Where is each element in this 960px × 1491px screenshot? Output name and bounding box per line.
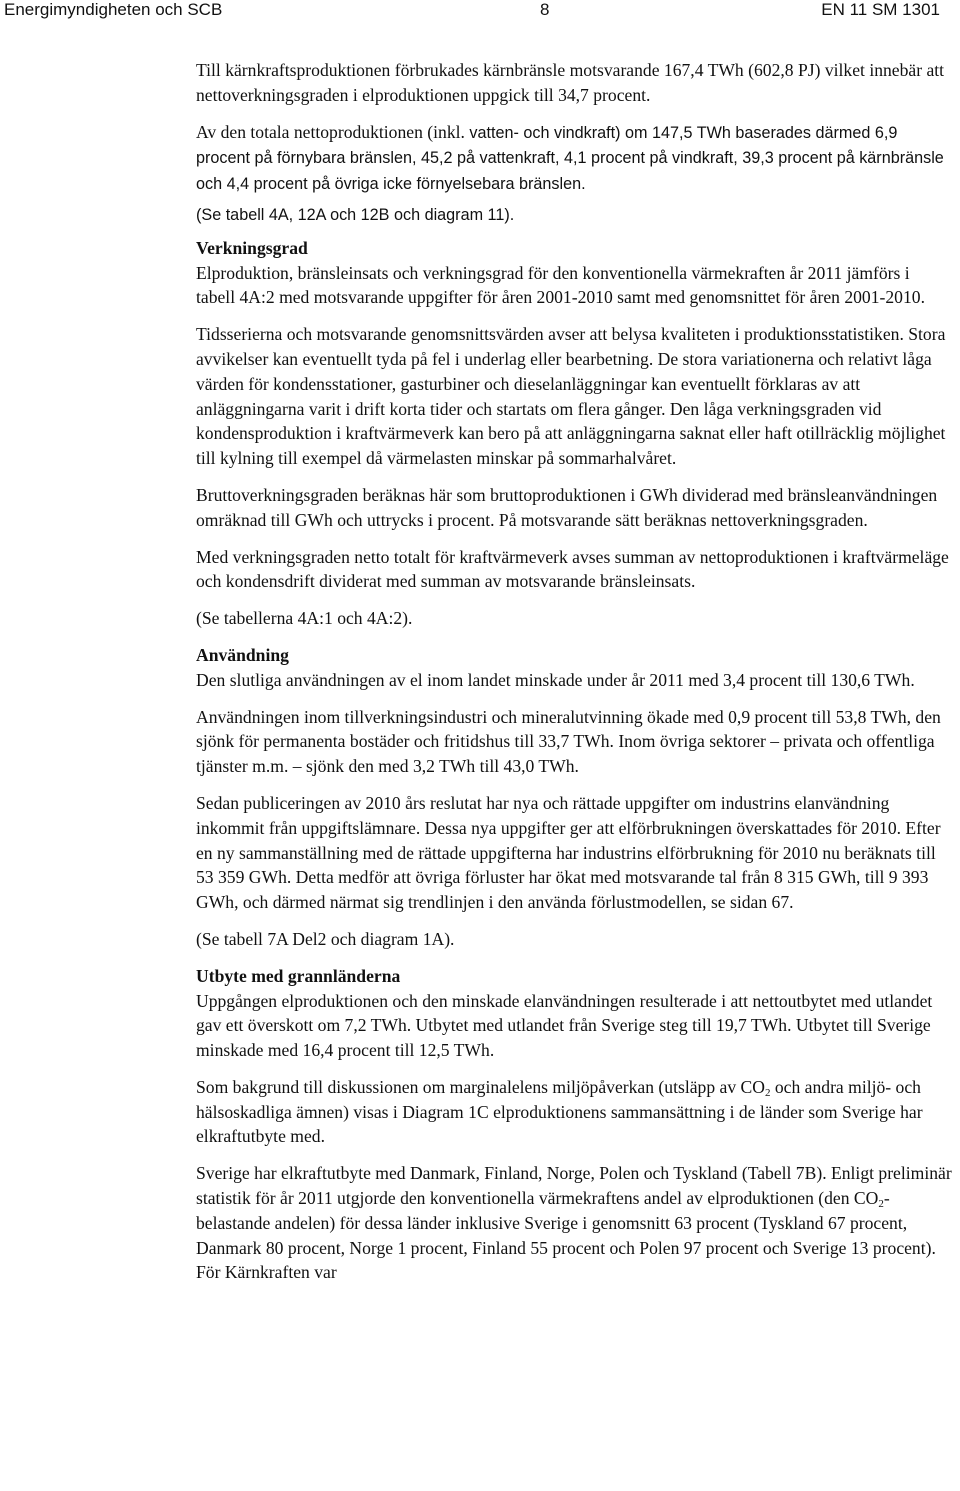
co2-subscript: 2 xyxy=(764,1086,771,1099)
paragraph-marginal-electricity xyxy=(196,1075,952,1149)
paragraph-final-use: Den slutliga användningen av el inom landet minskade under år 2011 med 3,4 procent till 130,6 TWh. xyxy=(196,669,915,690)
paragraph-nuclear-fuel: Till kärnkraftsproduktionen förbrukades kärnbränsle motsvarande 167,4 TWh (602,8 PJ) vilket innebär att nettoverkningsgraden i elproduktionen uppgick till 34,7 procent. xyxy=(196,60,945,105)
reference-tables-4a-12a-12b: (Se tabell 4A, 12A och 12B och diagram 11). xyxy=(196,205,515,224)
paragraph-net-production xyxy=(196,120,952,197)
document-body xyxy=(196,58,952,1297)
reference-tables-4a: (Se tabellerna 4A:1 och 4A:2). xyxy=(196,608,413,629)
paragraph-marginal-electricity-a: Som bakgrund till diskussionen om marginalelens miljöpåverkan (utsläpp av CO xyxy=(196,1076,765,1097)
reference-table-7a: (Se tabell 7A Del2 och diagram 1A). xyxy=(196,928,455,949)
heading-anvandning: Användning xyxy=(196,644,289,665)
paragraph-net-efficiency-chp: Med verkningsgraden netto totalt för kraftvärmeverk avses summan av nettoproduktionen i kraftvärmeläge och kondensdrift dividerat med summan av motsvarande bränsleinsats. xyxy=(196,546,949,592)
report-code: EN 11 SM 1301 xyxy=(821,0,940,19)
header-publisher: Energimyndigheten och SCB xyxy=(4,0,223,19)
paragraph-marginal-electricity-b: och andra miljö- och hälsoskadliga ämnen) visas i Diagram 1C elproduktionens sammansättning i de länder som Sverige har elkraftutbyte med. xyxy=(196,1076,923,1147)
paragraph-net-production-start: Av den totala nettoproduktionen (inkl. xyxy=(196,121,465,142)
paragraph-exchange-countries-b: -belastande andelen) för dessa länder inklusive Sverige i genomsnitt 63 procent (Tyskland 67 procent, Danmark 80 procent, Norge 1 procent, Finland 55 procent och Polen 97 procent och Sverige 13 procent). För Kärnkraften var xyxy=(196,1188,936,1283)
paragraph-net-production-rest: vatten- och vindkraft) om 147,5 TWh baserades därmed 6,9 procent på förnybara bränslen, 45,2 på vattenkraft, 4,1 procent på vindkraft, 39,3 procent på kärnbränsle och 4,4 procent på övriga icke förnyelsebara bränslen. xyxy=(196,123,944,194)
page-header xyxy=(0,0,960,26)
paragraph-net-exchange: Uppgången elproduktionen och den minskade elanvändningen resulterade i att nettoutbytet med utlandet gav ett överskott om 7,2 TWh. Utbytet med utlandet från Sverige steg till 19,7 TWh. Utbytet till Sverige minskade med 16,4 procent till 12,5 TWh. xyxy=(196,990,933,1061)
paragraph-exchange-countries xyxy=(196,1161,952,1285)
paragraph-time-series: Tidsserierna och motsvarande genomsnittsvärden avser att belysa kvaliteten i produktionsstatistiken. Stora avvikelser kan eventuellt tyda på fel i underlag eller bearbetning. De stora variationerna och relativt låga värden för kondensstationer, gasturbiner och dieselanläggningar kan eventuellt förklaras av att anläggningarna varit i drift korta tider och startats om flera gånger. Den låga verkningsgraden vid kondensproduktion i kraftvärmeverk kan bero på att anläggningarna saknat eller haft otillräcklig möjlighet till kylning till exempel då värmelasten minskar på sommarhalvåret. xyxy=(196,324,946,469)
paragraph-industry-revision: Sedan publiceringen av 2010 års reslutat har nya och rättade uppgifter om industrins elanvändning inkommit från uppgiftslämnare. Dessa nya uppgifter ger att elförbrukningen överskattades för 2010. Efter en ny sammanställning med de rättade uppgifterna har industrins elförbrukning för 2010 nu beräknats till 53 359 GWh. Detta medför att övriga förluster har ökat med motsvarande tal från 8 315 GWh, till 9 393 GWh, och därmed närmat sig trendlinjen i den använda förlustmodellen, se sidan 67. xyxy=(196,792,941,913)
paragraph-efficiency-comparison: Elproduktion, bränsleinsats och verkningsgrad för den konventionella värmekraften år 2011 jämförs i tabell 4A:2 med motsvarande uppgifter för åren 2001-2010 samt med genomsnittet för åren 2001-2010. xyxy=(196,262,925,308)
paragraph-gross-efficiency: Bruttoverkningsgraden beräknas här som bruttoproduktionen i GWh dividerad med bränsleanvändningen omräknad till GWh och uttrycks i procent. På motsvarande sätt beräknas nettoverkningsgraden. xyxy=(196,484,938,530)
paragraph-exchange-countries-a: Sverige har elkraftutbyte med Danmark, Finland, Norge, Polen och Tyskland (Tabell 7B). Enligt preliminär statistik för år 2011 utgjorde den konventionella värmekraftens andel av elproduktionen (den CO xyxy=(196,1163,952,1209)
paragraph-use-by-sector: Användningen inom tillverkningsindustri och mineralutvinning ökade med 0,9 procent till 53,8 TWh, den sjönk för permanenta bostäder och fritidshus till 33,7 TWh. Inom övriga sektorer – privata och offentliga tjänster m.m. – sjönk den med 3,2 TWh till 43,0 TWh. xyxy=(196,706,941,777)
heading-verkningsgrad: Verkningsgrad xyxy=(196,237,308,258)
page-number: 8 xyxy=(540,0,550,19)
co2-subscript-2: 2 xyxy=(878,1198,884,1211)
heading-utbyte: Utbyte med grannländerna xyxy=(196,965,401,986)
